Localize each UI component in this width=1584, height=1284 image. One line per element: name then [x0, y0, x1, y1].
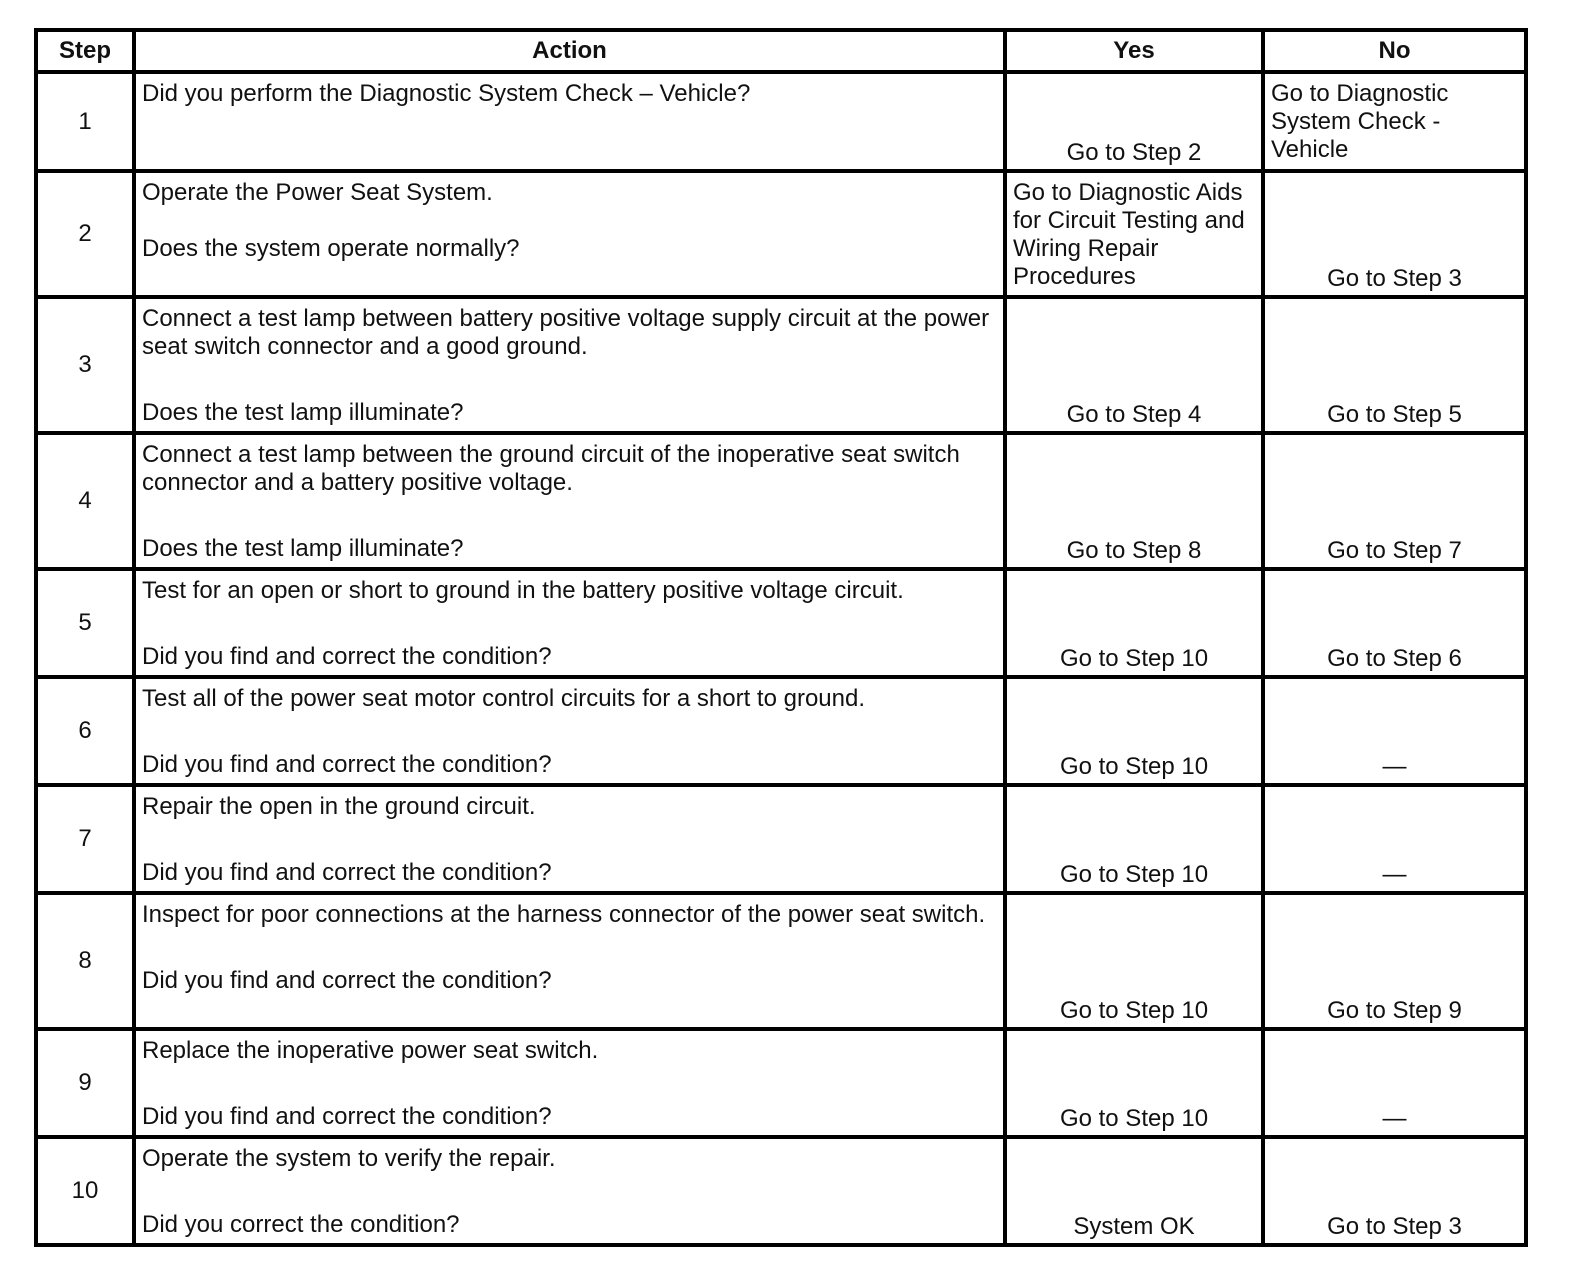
yes-outcome: Go to Step 10	[1005, 785, 1263, 893]
table-row	[36, 1029, 1526, 1137]
header-step: Step	[36, 30, 134, 72]
action-cell	[134, 297, 1005, 433]
table-row	[36, 677, 1526, 785]
action-instruction: Operate the system to verify the repair.	[142, 1145, 556, 1172]
diagnostic-table	[34, 28, 1528, 1247]
action-cell	[134, 1029, 1005, 1137]
table-row	[36, 72, 1526, 171]
table-row	[36, 785, 1526, 893]
action-question: Does the system operate normally?	[142, 235, 520, 262]
table-row	[36, 893, 1526, 1029]
yes-outcome: Go to Step 10	[1005, 1029, 1263, 1137]
action-instruction: Operate the Power Seat System.	[142, 179, 493, 206]
yes-outcome: Go to Step 10	[1005, 677, 1263, 785]
step-number: 2	[36, 171, 134, 297]
step-number: 7	[36, 785, 134, 893]
no-outcome: Go to Step 6	[1263, 569, 1526, 677]
action-instruction: Test for an open or short to ground in the battery positive voltage circuit.	[142, 577, 904, 604]
action-cell	[134, 72, 1005, 171]
table-row	[36, 569, 1526, 677]
action-question: Did you find and correct the condition?	[142, 1103, 552, 1130]
step-number: 8	[36, 893, 134, 1029]
action-question: Did you correct the condition?	[142, 1211, 460, 1238]
step-number: 5	[36, 569, 134, 677]
table-row	[36, 433, 1526, 569]
header-row	[36, 30, 1526, 72]
yes-outcome: Go to Step 4	[1005, 297, 1263, 433]
action-instruction: Connect a test lamp between battery positive voltage supply circuit at the power seat switch connector and a good ground.	[142, 305, 990, 360]
step-number: 3	[36, 297, 134, 433]
action-cell	[134, 569, 1005, 677]
action-cell	[134, 433, 1005, 569]
no-outcome: Go to Step 3	[1263, 171, 1526, 297]
action-question: Does the test lamp illuminate?	[142, 399, 464, 426]
step-number: 6	[36, 677, 134, 785]
yes-outcome: Go to Step 10	[1005, 569, 1263, 677]
action-question: Did you find and correct the condition?	[142, 967, 552, 994]
action-cell	[134, 171, 1005, 297]
header-yes: Yes	[1005, 30, 1263, 72]
yes-outcome: Go to Step 10	[1005, 893, 1263, 1029]
step-number: 4	[36, 433, 134, 569]
table-row	[36, 297, 1526, 433]
no-outcome: Go to Step 9	[1263, 893, 1526, 1029]
no-outcome: Go to Diagnostic System Check - Vehicle	[1263, 72, 1526, 171]
table-row	[36, 1137, 1526, 1245]
action-cell	[134, 785, 1005, 893]
no-outcome: Go to Step 7	[1263, 433, 1526, 569]
action-instruction: Replace the inoperative power seat switch.	[142, 1037, 599, 1064]
action-instruction: Connect a test lamp between the ground circuit of the inoperative seat switch connector and a battery positive voltage.	[142, 441, 960, 496]
action-question: Did you find and correct the condition?	[142, 643, 552, 670]
action-question: Did you find and correct the condition?	[142, 859, 552, 886]
action-instruction: Inspect for poor connections at the harness connector of the power seat switch.	[142, 901, 986, 928]
action-question: Did you find and correct the condition?	[142, 751, 552, 778]
yes-outcome: System OK	[1005, 1137, 1263, 1245]
action-instruction: Did you perform the Diagnostic System Check – Vehicle?	[142, 80, 751, 107]
action-instruction: Repair the open in the ground circuit.	[142, 793, 536, 820]
header-no: No	[1263, 30, 1526, 72]
no-outcome: —	[1263, 785, 1526, 893]
yes-outcome: Go to Step 8	[1005, 433, 1263, 569]
action-cell	[134, 1137, 1005, 1245]
no-outcome: Go to Step 3	[1263, 1137, 1526, 1245]
action-question: Does the test lamp illuminate?	[142, 535, 464, 562]
step-number: 10	[36, 1137, 134, 1245]
yes-outcome: Go to Diagnostic Aids for Circuit Testing and Wiring Repair Procedures	[1005, 171, 1263, 297]
no-outcome: Go to Step 5	[1263, 297, 1526, 433]
table-row	[36, 171, 1526, 297]
step-number: 1	[36, 72, 134, 171]
action-instruction: Test all of the power seat motor control circuits for a short to ground.	[142, 685, 865, 712]
yes-outcome: Go to Step 2	[1005, 72, 1263, 171]
header-action: Action	[134, 30, 1005, 72]
step-number: 9	[36, 1029, 134, 1137]
no-outcome: —	[1263, 677, 1526, 785]
no-outcome: —	[1263, 1029, 1526, 1137]
action-cell	[134, 677, 1005, 785]
action-cell	[134, 893, 1005, 1029]
